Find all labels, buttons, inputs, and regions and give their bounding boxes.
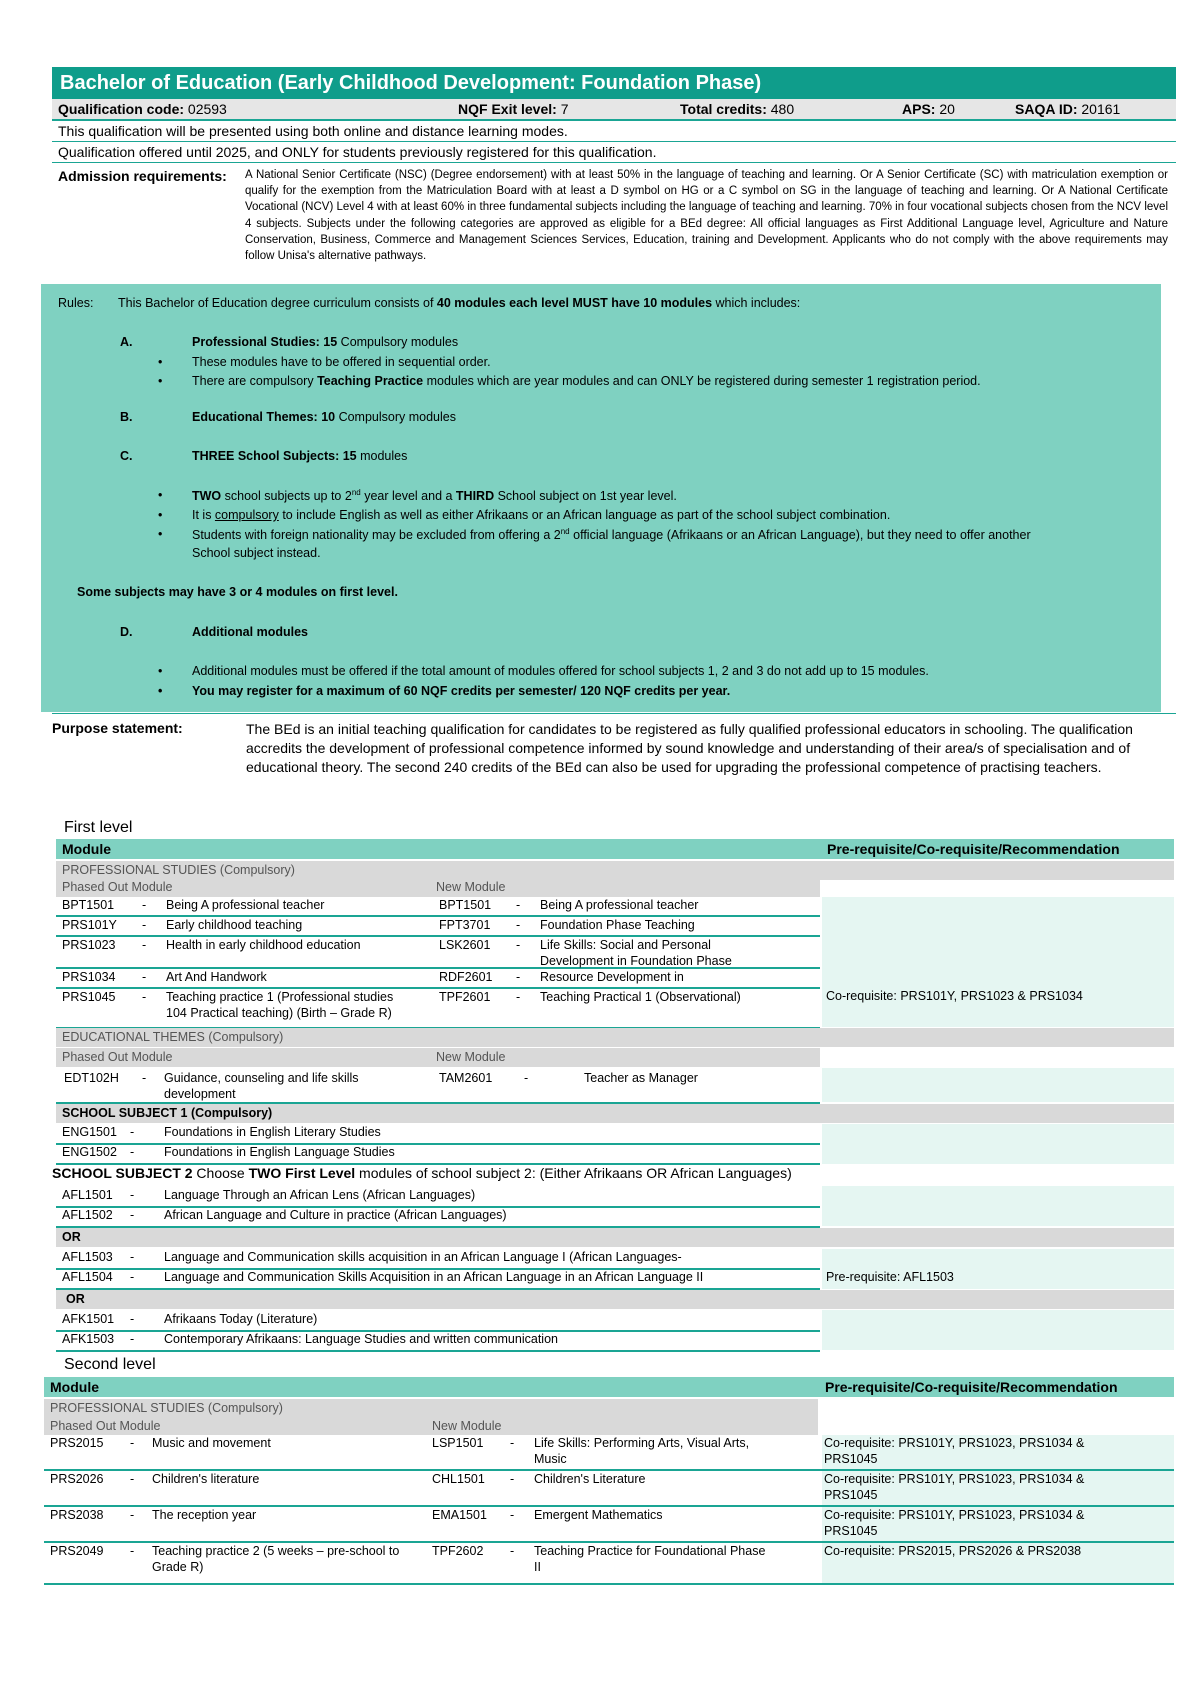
dash: - — [130, 1250, 135, 1264]
table-row: EDT102H - Guidance, counseling and life skills development TAM2601 - Teacher as Manager — [56, 1070, 820, 1104]
dash: - — [130, 1145, 135, 1159]
purpose-statement — [52, 713, 1176, 775]
rule-d-letter: D. — [120, 625, 133, 639]
dash: - — [516, 970, 521, 984]
table-row — [56, 1187, 820, 1208]
dash: - — [510, 1436, 515, 1450]
old-module-code: PRS2038 — [50, 1508, 104, 1522]
admission-label: Admission requirements: — [58, 168, 227, 184]
new-module-code: LSK2601 — [439, 938, 491, 952]
dash: - — [516, 938, 521, 952]
delivery-mode-note: This qualification will be presented using both online and distance learning modes. — [52, 121, 1176, 142]
dash: - — [130, 1544, 135, 1558]
new-module-name: Teaching Practical 1 (Observational) — [540, 990, 741, 1004]
rule-c-bullet-3: • Students with foreign nationality may be excluded from offering a 2nd official language (Afrikaans or an African Language), but they need to offer another — [192, 527, 1031, 542]
module-prereq: Co-requisite: PRS101Y, PRS1023, PRS1034 & PRS1045 — [824, 1472, 1085, 1502]
rule-a-letter: A. — [120, 335, 133, 349]
table-row — [56, 989, 820, 1029]
edu-themes-prereq-cell — [822, 1068, 1174, 1102]
dash: - — [130, 1436, 135, 1450]
new-module-name: Life Skills: Social and Personal Development in Foundation Phase — [540, 938, 732, 968]
dash: - — [130, 1312, 135, 1326]
dash: - — [510, 1544, 515, 1558]
module-prereq: Co-requisite: PRS2015, PRS2026 & PRS2038 — [824, 1544, 1082, 1558]
module-prereq: Co-requisite: PRS101Y, PRS1023, PRS1034 & PRS1045 — [824, 1508, 1085, 1538]
dash: - — [130, 1208, 135, 1222]
col-module: Module — [62, 841, 111, 857]
nqf-value: 7 — [560, 101, 569, 117]
rule-c-bullet-1: • TWO school subjects up to 2nd year level and a THIRD School subject on 1st year level. — [192, 488, 677, 503]
saqa-value: 20161 — [1081, 101, 1121, 117]
table-row — [44, 1507, 1174, 1543]
table-row — [44, 1435, 1174, 1471]
prof-studies-section: PROFESSIONAL STUDIES (Compulsory) — [56, 861, 1174, 880]
qualification-header — [52, 67, 1176, 264]
dash: - — [516, 898, 521, 912]
table-row — [56, 1311, 820, 1332]
module-code: AFL1501 — [62, 1188, 113, 1202]
credits-label: Total credits: — [680, 101, 767, 117]
new-module-name: Foundation Phase Teaching — [540, 918, 695, 932]
dash: - — [142, 898, 147, 912]
module-code: AFL1504 — [62, 1270, 113, 1284]
saqa-label: SAQA ID: — [1015, 101, 1078, 117]
offered-until-note: Qualification offered until 2025, and ONLY for students previously registered for this qualification. — [52, 142, 1176, 163]
rule-c-bullet-2: • It is compulsory to include English as well as either Afrikaans or an African language as part of the school subject combination. — [192, 508, 890, 522]
dash: - — [142, 990, 147, 1004]
purpose-text: The BEd is an initial teaching qualification for candidates to be registered as fully qualified professional educators in schooling. The qualification accredits the development of professional competence informed by sound knowledge and understanding of their area/s of specialisation and of educational theory. The second 240 credits of the BEd can also be used for upgrading the professional competence of practising teachers. — [246, 721, 1133, 775]
ss2c-prereq-cell — [822, 1310, 1174, 1350]
prof-studies-prereq-cell — [822, 897, 1174, 1027]
new-module-code: TPF2602 — [432, 1544, 484, 1558]
admission-text: A National Senior Certificate (NSC) (Degree endorsement) with at least 50% in the language of teaching and learning. Or A Senior Certificate (SC) with matriculation exemption or qualify for the exemption from the Matriculation Board with at least a D symbol on HG or a C symbol on SG in the language of teaching and learning. Or A National Certificate Vocational (NCV) Level 4 with at least 60% in three fundamental subjects including the language of teaching and learning. 70% in four vocational subjects chosen from the NCV level 4 subjects. Subjects under the following categories are approved as eligible for a BEd degree: All official languages as First Additional Language level, Agriculture and Nature Conservation, Business, Commerce and Management Sciences Services, Education, training and Development. Applicants who do not comply with the above requirements may follow Unisa's alternative pathways. — [245, 169, 1168, 263]
dash: - — [510, 1508, 515, 1522]
old-module-name: The reception year — [152, 1508, 257, 1522]
new-module-code: TPF2601 — [439, 990, 491, 1004]
old-module-code: PRS1023 — [62, 938, 116, 952]
new-module-name: Teaching Practice for Foundational Phase II — [534, 1544, 766, 1574]
rule-a-bullet-1: • These modules have to be offered in sequential order. — [192, 355, 491, 369]
new-module-code: EMA1501 — [432, 1508, 487, 1522]
new-module-name: Children's Literature — [534, 1472, 646, 1486]
table-row — [56, 1331, 820, 1352]
new-module-name: Being A professional teacher — [540, 898, 699, 912]
old-module-code: PRS1045 — [62, 990, 116, 1004]
rule-c-bullet-3-cont: School subject instead. — [192, 546, 321, 560]
old-module-name: Children's literature — [152, 1472, 260, 1486]
school-subject-2-title: SCHOOL SUBJECT 2 Choose TWO First Level modules of school subject 2: (Either Afrikaans OR African Languages) — [52, 1165, 792, 1181]
module-code: AFL1502 — [62, 1208, 113, 1222]
table-row — [56, 937, 820, 969]
table-row — [56, 1249, 820, 1270]
old-module-code: PRS1034 — [62, 970, 116, 984]
module-code: AFK1503 — [62, 1332, 115, 1346]
dash: - — [130, 1125, 135, 1139]
new-module-name: Emergent Mathematics — [534, 1508, 663, 1522]
old-module-name: Teaching practice 2 (5 weeks – pre-school to Grade R) — [152, 1544, 400, 1574]
rule-d-bullet-1: • Additional modules must be offered if the total amount of modules offered for school subjects 1, 2 and 3 do not add up to 15 modules. — [192, 664, 929, 678]
table-row — [56, 897, 820, 917]
rules-some-subjects: Some subjects may have 3 or 4 modules on first level. — [77, 585, 398, 599]
rule-b: Educational Themes: 10 Compulsory modules — [192, 410, 456, 424]
prof-studies-prereq: Co-requisite: PRS101Y, PRS1023 & PRS1034 — [826, 989, 1083, 1003]
old-module-code: PRS2049 — [50, 1544, 104, 1558]
edu-themes-subheader: Phased Out Module New Module — [56, 1048, 820, 1067]
dash: - — [130, 1472, 135, 1486]
credits-value: 480 — [770, 101, 795, 117]
new-module-code: LSP1501 — [432, 1436, 484, 1450]
page-title: Bachelor of Education (Early Childhood Development: Foundation Phase) — [52, 67, 1176, 99]
new-module-code: FPT3701 — [439, 918, 491, 932]
dash: - — [130, 1508, 135, 1522]
old-module-code: PRS2026 — [50, 1472, 104, 1486]
table-row — [56, 917, 820, 937]
rule-d: Additional modules — [192, 625, 308, 639]
or-separator-2: OR — [56, 1290, 1174, 1309]
qual-code-label: Qualification code: — [58, 101, 185, 117]
module-code: ENG1502 — [62, 1145, 117, 1159]
rules-panel — [41, 284, 1161, 712]
old-module-name: Teaching practice 1 (Professional studies 104 Practical teaching) (Birth – Grade R) — [166, 990, 394, 1020]
table-row — [56, 1144, 820, 1165]
module-name: Contemporary Afrikaans: Language Studies and written communication — [164, 1332, 558, 1346]
dash: - — [516, 990, 521, 1004]
module-name: Language and Communication skills acquisition in an African Language I (African Languages- — [164, 1250, 682, 1264]
module-prereq: Co-requisite: PRS101Y, PRS1023, PRS1034 & PRS1045 — [824, 1436, 1085, 1466]
dash: - — [142, 938, 147, 952]
module-name: Foundations in English Literary Studies — [164, 1125, 381, 1139]
rule-c: THREE School Subjects: 15 modules — [192, 449, 408, 463]
col-prereq: Pre-requisite/Co-requisite/Recommendation — [827, 841, 1120, 857]
nqf-label: NQF Exit level: — [458, 101, 557, 117]
ss2a-prereq-cell — [822, 1186, 1174, 1226]
old-module-name: Early childhood teaching — [166, 918, 303, 932]
aps-label: APS: — [902, 101, 936, 117]
aps-value: 20 — [939, 101, 955, 117]
table-row — [56, 969, 820, 989]
school-subject-1-section: SCHOOL SUBJECT 1 (Compulsory) — [56, 1104, 1174, 1123]
old-module-name: Health in early childhood education — [166, 938, 361, 952]
edu-themes-section: EDUCATIONAL THEMES (Compulsory) — [56, 1028, 1174, 1047]
ss1-prereq-cell — [822, 1124, 1174, 1164]
old-module-code: BPT1501 — [62, 898, 115, 912]
second-level-table-header: Module Pre-requisite/Co-requisite/Recommendation — [44, 1377, 1174, 1397]
new-module-code: CHL1501 — [432, 1472, 485, 1486]
dash: - — [130, 1332, 135, 1346]
table-row — [56, 1269, 820, 1290]
rule-b-letter: B. — [120, 410, 133, 424]
table-row — [56, 1207, 820, 1228]
new-module-code: RDF2601 — [439, 970, 493, 984]
old-module-code: PRS101Y — [62, 918, 117, 932]
table-row — [44, 1471, 1174, 1507]
prof-studies-subheader: Phased Out Module New Module — [56, 878, 820, 897]
or-separator-1: OR — [56, 1228, 1174, 1247]
purpose-label: Purpose statement: — [52, 720, 183, 736]
old-module-name: Being A professional teacher — [166, 898, 325, 912]
module-code: AFL1503 — [62, 1250, 113, 1264]
module-code: AFK1501 — [62, 1312, 115, 1326]
module-code: ENG1501 — [62, 1125, 117, 1139]
first-level-table-header — [56, 839, 1174, 859]
module-name: Foundations in English Language Studies — [164, 1145, 395, 1159]
afl1504-prereq: Pre-requisite: AFL1503 — [826, 1270, 954, 1284]
rule-d-bullet-2: • You may register for a maximum of 60 NQF credits per semester/ 120 NQF credits per year. — [192, 684, 730, 698]
second-level-heading: Second level — [64, 1356, 156, 1373]
dash: - — [130, 1188, 135, 1202]
module-name: Language Through an African Lens (African Languages) — [164, 1188, 476, 1202]
qual-code-value: 02593 — [187, 101, 227, 117]
old-module-name: Music and movement — [152, 1436, 271, 1450]
second-prof-studies-section: PROFESSIONAL STUDIES (Compulsory) Phased Out Module New Module — [44, 1399, 818, 1435]
dash: - — [130, 1270, 135, 1284]
module-name: African Language and Culture in practice (African Languages) — [164, 1208, 507, 1222]
table-row — [56, 1124, 820, 1145]
first-level-heading: First level — [64, 819, 133, 836]
rules-label: Rules: — [58, 296, 94, 310]
old-module-name: Art And Handwork — [166, 970, 267, 984]
dash: - — [142, 970, 147, 984]
new-module-name: Life Skills: Performing Arts, Visual Arts, Music — [534, 1436, 750, 1466]
qualification-info-row — [52, 99, 1176, 121]
dash: - — [142, 918, 147, 932]
admission-requirements — [52, 163, 1176, 264]
module-name: Language and Communication Skills Acquisition in an African Language in an African Language II — [164, 1270, 704, 1284]
new-module-name: Resource Development in — [540, 970, 684, 984]
rule-a: Professional Studies: 15 Compulsory modules — [192, 335, 459, 349]
old-module-code: PRS2015 — [50, 1436, 104, 1450]
new-module-code: BPT1501 — [439, 898, 492, 912]
table-row — [44, 1543, 1174, 1585]
rule-c-letter: C. — [120, 449, 133, 463]
dash: - — [510, 1472, 515, 1486]
module-name: Afrikaans Today (Literature) — [164, 1312, 318, 1326]
dash: - — [516, 918, 521, 932]
rule-a-bullet-2: • There are compulsory Teaching Practice modules which are year modules and can ONLY be registered during semester 1 registration period. — [192, 374, 981, 388]
rules-intro: This Bachelor of Education degree curriculum consists of 40 modules each level MUST have 10 modules which includes: — [118, 296, 801, 310]
